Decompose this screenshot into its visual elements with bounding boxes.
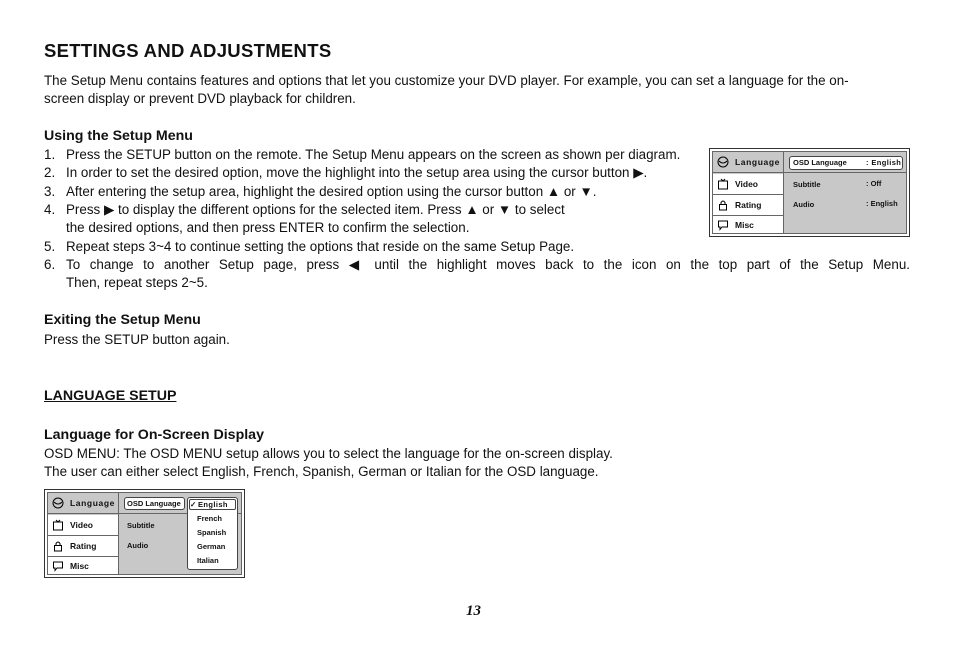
menu-option-value: : Off (866, 179, 882, 188)
sidebar-item-rating (48, 536, 118, 557)
sidebar-label: Video (70, 520, 93, 530)
menu-option-label: Audio (127, 541, 149, 550)
sidebar-label: Misc (735, 219, 754, 230)
page-title: SETTINGS AND ADJUSTMENTS (44, 40, 332, 61)
page-number: 13 (466, 603, 481, 619)
sidebar-item-misc (48, 557, 118, 574)
step-text: After entering the setup area, highlight the desired option using the cursor button ▲ or ▼. (66, 184, 597, 199)
exiting-heading: Exiting the Setup Menu (44, 312, 201, 328)
step-text: Press ▶ to display the different options for the selected item. Press ▲ or ▼ to select (66, 202, 565, 217)
lock-icon (52, 540, 64, 552)
setup-menu-screen (47, 492, 242, 575)
osd-language-diagram (44, 489, 245, 578)
step-1 (44, 146, 680, 164)
sidebar-label: Language (735, 157, 780, 167)
step-number: 5. (44, 239, 56, 254)
step-text: Press the SETUP button on the remote. The Setup Menu appears on the screen as shown per diagram. (66, 147, 681, 162)
sidebar-label: Rating (70, 541, 97, 551)
step-text: the desired options, and then press ENTER to confirm the selection. (66, 220, 470, 235)
sidebar-item-video (48, 515, 118, 536)
step-text: To change to another Setup page, press ◀ until the highlight moves back to the icon on the top part of the Setup Menu. (66, 257, 910, 272)
menu-option-label: OSD Language (127, 499, 181, 508)
menu-option-label: Audio (793, 200, 815, 209)
option-item: Italian (197, 556, 219, 565)
intro-line: The Setup Menu contains features and options that let you customize your DVD player. For example, you can set a language for the on- (44, 73, 849, 88)
osd-line: The user can either select English, French, Spanish, German or Italian for the OSD language. (44, 464, 599, 479)
step-number: 6. (44, 257, 56, 272)
step-text: In order to set the desired option, move the highlight into the setup area using the cursor button ▶. (66, 165, 648, 180)
sidebar-label: Video (735, 179, 758, 189)
speech-bubble-icon (717, 219, 729, 231)
sidebar-label: Misc (70, 560, 89, 571)
step-5 (44, 238, 574, 256)
step-number: 1. (44, 147, 56, 162)
osd-paragraph (44, 445, 613, 481)
tv-icon (717, 178, 729, 190)
language-icon (52, 497, 64, 509)
step-2 (44, 164, 647, 182)
menu-option-value: : English (866, 199, 898, 208)
step-6-cont (44, 274, 208, 292)
setup-menu-diagram (709, 148, 910, 237)
sidebar-item-misc (713, 216, 783, 233)
setup-menu-sidebar (48, 493, 119, 574)
check-mark-icon: ✓ (190, 500, 197, 509)
option-item: French (197, 514, 223, 523)
sidebar-label: Language (70, 498, 115, 508)
menu-option-value: : English (866, 158, 902, 167)
step-4 (44, 201, 565, 219)
intro-paragraph (44, 72, 849, 108)
setup-menu-sidebar (713, 152, 784, 233)
step-number: 4. (44, 202, 56, 217)
sidebar-item-rating (713, 195, 783, 216)
option-item: Spanish (197, 528, 227, 537)
osd-line: OSD MENU: The OSD MENU setup allows you to select the language for the on-screen display. (44, 446, 613, 461)
sidebar-label: Rating (735, 200, 762, 210)
language-icon (717, 156, 729, 168)
sidebar-item-video (713, 174, 783, 195)
lock-icon (717, 199, 729, 211)
step-6 (44, 256, 910, 274)
step-number: 3. (44, 184, 56, 199)
intro-line: screen display or prevent DVD playback for children. (44, 91, 356, 106)
option-item: German (197, 542, 226, 551)
exiting-text: Press the SETUP button again. (44, 332, 230, 347)
step-4-cont (44, 219, 469, 237)
step-3 (44, 183, 596, 201)
using-heading: Using the Setup Menu (44, 128, 193, 144)
speech-bubble-icon (52, 560, 64, 572)
language-setup-heading: LANGUAGE SETUP (44, 388, 177, 404)
option-selected: English (198, 500, 228, 509)
setup-menu-screen (712, 151, 907, 234)
menu-option-label: Subtitle (127, 521, 155, 530)
menu-option-label: OSD Language (793, 158, 847, 167)
tv-icon (52, 519, 64, 531)
step-text: Repeat steps 3~4 to continue setting the options that reside on the same Setup Page. (66, 239, 575, 254)
step-text: Then, repeat steps 2~5. (66, 275, 208, 290)
osd-heading: Language for On-Screen Display (44, 427, 264, 443)
step-number: 2. (44, 165, 56, 180)
menu-option-label: Subtitle (793, 180, 821, 189)
